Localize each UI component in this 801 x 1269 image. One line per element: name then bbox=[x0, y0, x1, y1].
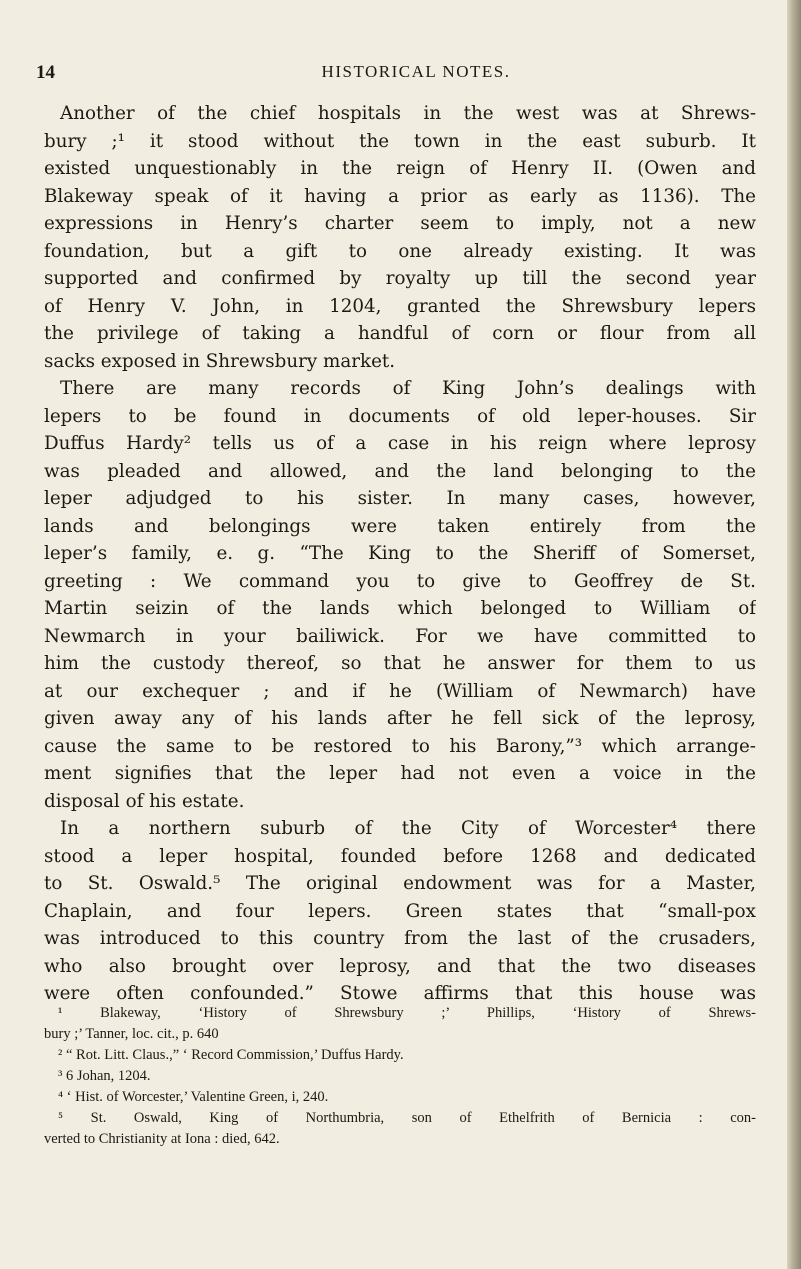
footnote-line: ⁵ St. Oswald, King of Northumbria, son of Ethelfrith of Bernicia : con- bbox=[58, 1110, 756, 1126]
body-line: stood a leper hospital, founded before 1268 and dedicated bbox=[44, 845, 756, 867]
body-line: were often confounded.” Stowe affirms that this house was bbox=[44, 983, 756, 1004]
body-line: who also brought over leprosy, and that the two diseases bbox=[44, 955, 756, 977]
body-line: existed unquestionably in the reign of Henry II. (Owen and bbox=[44, 158, 756, 179]
body-line: at our exchequer ; and if he (William of Newmarch) have bbox=[44, 680, 756, 702]
body-line: In a northern suburb of the City of Worcester⁴ there bbox=[60, 818, 756, 839]
body-line: was pleaded and allowed, and the land belonging to the bbox=[44, 460, 756, 482]
body-line: expressions in Henry’s charter seem to imply, not a new bbox=[44, 213, 756, 234]
page-edge bbox=[787, 0, 801, 1269]
footnote-line: ² “ Rot. Litt. Claus.,” ‘ Record Commission,’ Duffus Hardy. bbox=[58, 1047, 404, 1063]
footnote-line: bury ;’ Tanner, loc. cit., p. 640 bbox=[44, 1026, 219, 1042]
footnote-line: ⁴ ‘ Hist. of Worcester,’ Valentine Green, i, 240. bbox=[58, 1089, 329, 1105]
body-line: disposal of his estate. bbox=[44, 790, 245, 812]
body-line: bury ;¹ it stood without the town in the east suburb. It bbox=[44, 130, 756, 152]
body-line: leper adjudged to his sister. In many cases, however, bbox=[44, 488, 756, 509]
body-line: Duffus Hardy² tells us of a case in his reign where leprosy bbox=[44, 433, 756, 454]
body-line: him the custody thereof, so that he answer for them to us bbox=[44, 653, 756, 674]
body-line: was introduced to this country from the last of the crusaders, bbox=[44, 928, 756, 949]
body-text bbox=[44, 100, 756, 1008]
page-number: 14 bbox=[36, 62, 55, 83]
body-line: lands and belongings were taken entirely from the bbox=[44, 515, 756, 537]
running-head: HISTORICAL NOTES. bbox=[321, 62, 511, 81]
footnote-line: verted to Christianity at Iona : died, 642. bbox=[44, 1131, 280, 1147]
page-header bbox=[36, 62, 756, 92]
body-line: the privilege of taking a handful of corn or flour from all bbox=[44, 323, 756, 344]
body-line: Newmarch in your bailiwick. For we have committed to bbox=[44, 625, 756, 647]
body-line: ment signifies that the leper had not even a voice in the bbox=[44, 763, 756, 784]
footnote-line: ¹ Blakeway, ‘History of Shrewsbury ;’ Phillips, ‘History of Shrews- bbox=[58, 1005, 756, 1021]
body-line: to St. Oswald.⁵ The original endowment was for a Master, bbox=[44, 873, 756, 894]
body-line: given away any of his lands after he fell sick of the leprosy, bbox=[44, 708, 756, 729]
body-line: sacks exposed in Shrewsbury market. bbox=[44, 350, 396, 372]
footnotes bbox=[44, 1003, 756, 1150]
body-line: Blakeway speak of it having a prior as early as 1136). The bbox=[44, 185, 756, 207]
body-line: greeting : We command you to give to Geoffrey de St. bbox=[44, 570, 756, 592]
body-line: lepers to be found in documents of old leper-houses. Sir bbox=[44, 405, 756, 427]
body-line: Chaplain, and four lepers. Green states that “small-pox bbox=[44, 900, 756, 922]
body-line: Another of the chief hospitals in the west was at Shrews- bbox=[60, 103, 756, 124]
body-line: foundation, but a gift to one already existing. It was bbox=[44, 240, 756, 262]
body-line: of Henry V. John, in 1204, granted the Shrewsbury lepers bbox=[44, 295, 756, 317]
body-line: cause the same to be restored to his Barony,”³ which arrange- bbox=[44, 735, 756, 757]
body-line: Martin seizin of the lands which belonged to William of bbox=[44, 598, 756, 619]
body-line: leper’s family, e. g. “The King to the Sheriff of Somerset, bbox=[44, 543, 756, 564]
body-line: There are many records of King John’s dealings with bbox=[60, 378, 756, 399]
footnote-line: ³ 6 Johan, 1204. bbox=[58, 1068, 151, 1084]
body-line: supported and confirmed by royalty up till the second year bbox=[44, 268, 756, 289]
